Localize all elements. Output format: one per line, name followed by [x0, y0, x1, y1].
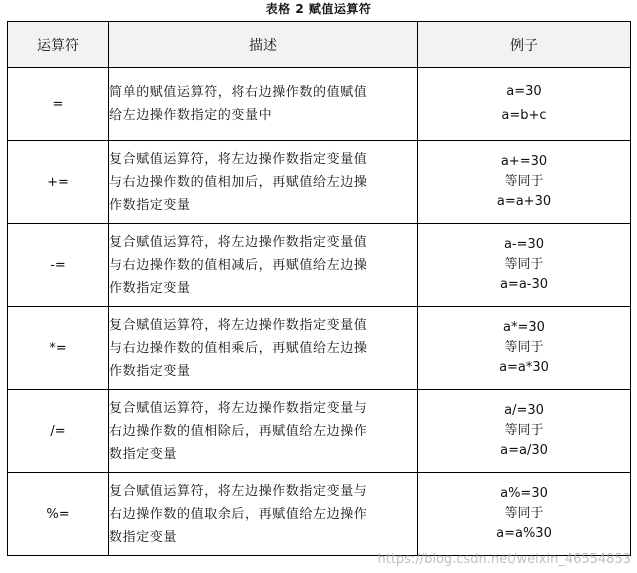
description-line: 作数指定变量: [109, 363, 191, 379]
example-line: 等同于: [504, 423, 544, 438]
description-cell: [109, 68, 418, 141]
description-cell: [109, 390, 418, 473]
header-example: 例子: [418, 22, 631, 68]
description-cell: [109, 307, 418, 390]
example-line: a=a+30: [496, 194, 552, 209]
table-header-row: [8, 22, 631, 68]
example-line: a/=30: [504, 403, 544, 418]
description-line: 作数指定变量: [109, 280, 191, 296]
description-cell: [109, 473, 418, 556]
watermark-url: https://blog.csdn.net/weixin_46554853: [377, 552, 631, 567]
description-line: 与右边操作数的值相减后，再赋值给左边操: [109, 257, 368, 273]
example-line: 等同于: [504, 340, 544, 355]
operator-cell: =: [8, 68, 109, 141]
table-row: [8, 68, 631, 141]
description-cell: [109, 224, 418, 307]
description-line: 复合赋值运算符，将左边操作数指定变量与: [109, 483, 368, 499]
example-line: a=30: [506, 84, 542, 99]
description-line: 右边操作数的值取余后，再赋值给左边操作: [109, 506, 368, 522]
table-row: [8, 390, 631, 473]
example-line: 等同于: [504, 506, 544, 521]
operator-cell: +=: [8, 141, 109, 224]
operator-cell: %=: [8, 473, 109, 556]
description-line: 复合赋值运算符，将左边操作数指定变量值: [109, 317, 368, 333]
example-cell: [418, 68, 631, 141]
example-cell: [418, 390, 631, 473]
example-line: 等同于: [504, 174, 544, 189]
description-line: 给左边操作数指定的变量中: [109, 108, 273, 123]
header-operator: 运算符: [8, 22, 109, 68]
operator-cell: -=: [8, 224, 109, 307]
example-line: a=a%30: [496, 526, 552, 541]
table-row: [8, 224, 631, 307]
description-line: 数指定变量: [109, 446, 178, 462]
description-line: 简单的赋值运算符，将右边操作数的值赋值: [109, 85, 368, 100]
description-line: 右边操作数的值相除后，再赋值给左边操作: [109, 423, 368, 439]
table-row: [8, 141, 631, 224]
description-line: 与右边操作数的值相乘后，再赋值给左边操: [109, 340, 368, 356]
description-cell: [109, 141, 418, 224]
example-line: a=a*30: [499, 360, 549, 375]
operator-cell: *=: [8, 307, 109, 390]
example-line: a+=30: [500, 154, 548, 169]
description-line: 数指定变量: [109, 529, 178, 545]
description-line: 复合赋值运算符，将左边操作数指定变量与: [109, 400, 368, 416]
example-line: a%=30: [500, 486, 548, 501]
description-line: 与右边操作数的值相加后，再赋值给左边操: [109, 174, 368, 190]
table-caption: 表格 2 赋值运算符: [265, 2, 372, 16]
example-cell: [418, 307, 631, 390]
header-description: 描述: [109, 22, 418, 68]
description-line: 作数指定变量: [109, 197, 191, 213]
assignment-operators-table: [7, 21, 631, 556]
example-cell: [418, 224, 631, 307]
example-line: a=a/30: [500, 443, 548, 458]
description-line: 复合赋值运算符，将左边操作数指定变量值: [109, 151, 368, 167]
operator-cell: /=: [8, 390, 109, 473]
example-line: a-=30: [503, 237, 545, 252]
table-row: [8, 473, 631, 556]
example-line: a=a-30: [499, 277, 549, 292]
example-line: a*=30: [503, 320, 545, 335]
table-row: [8, 307, 631, 390]
example-line: 等同于: [504, 257, 544, 272]
example-line: a=b+c: [501, 108, 547, 123]
description-line: 复合赋值运算符，将左边操作数指定变量值: [109, 234, 368, 250]
example-cell: [418, 473, 631, 556]
example-cell: [418, 141, 631, 224]
